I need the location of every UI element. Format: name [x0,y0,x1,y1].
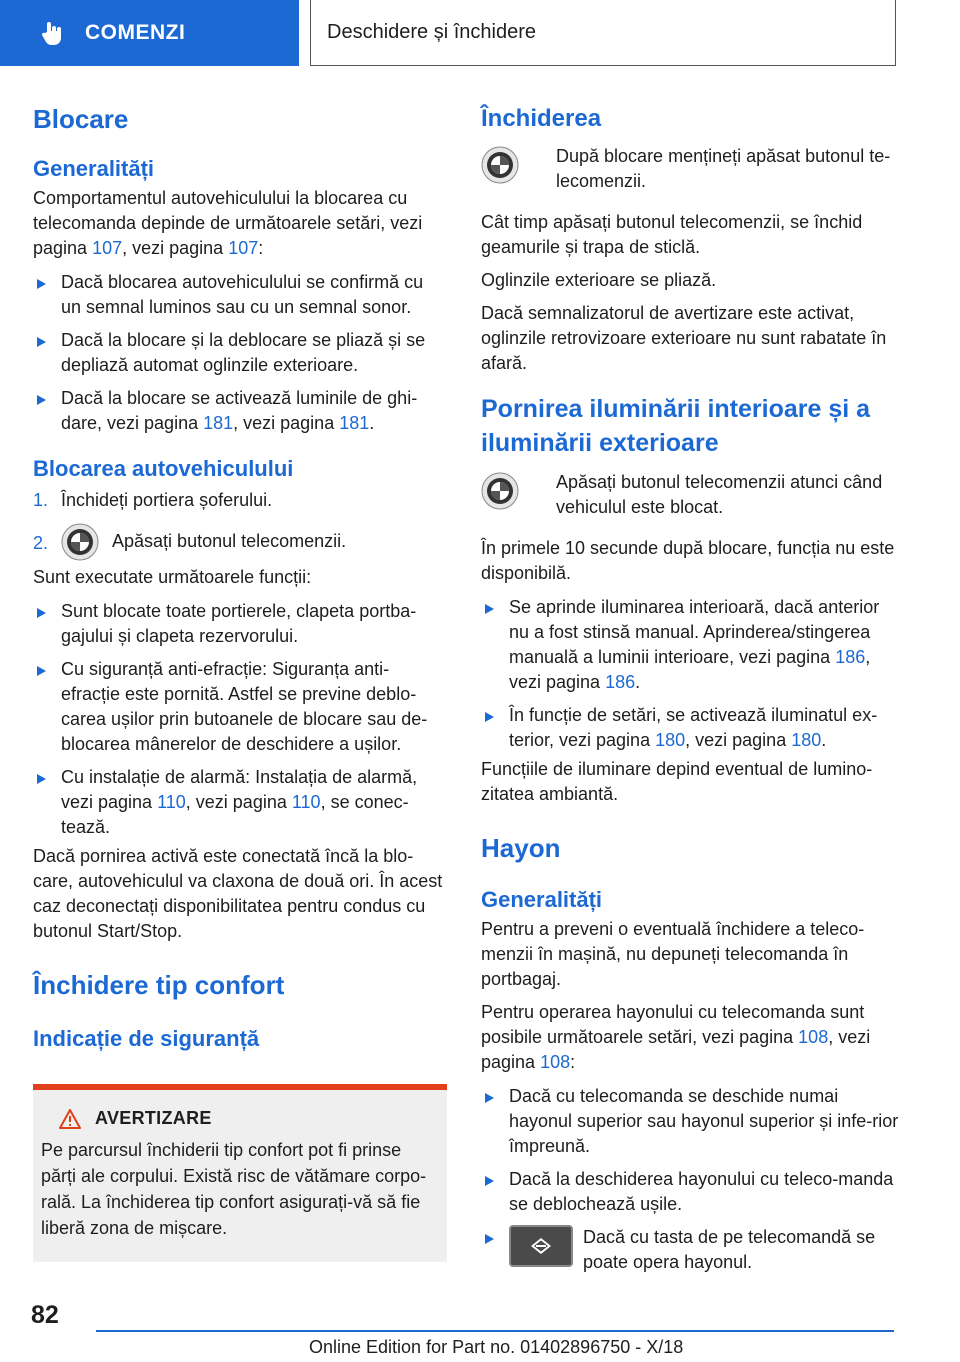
warning-text: Pe parcursul închiderii tip confort pot fi prinse părți ale corpului. Există risc de vătămare corpo-rală. La închiderea tip confort asigurați-vă să fie liberă zona de mișcare. [41,1140,427,1238]
heading-pornirea-iluminarii: Pornirea iluminării interioare și a iluminării exterioare [481,395,871,457]
text: , vezi pagina [122,238,229,258]
hand-touch-icon [38,18,68,48]
page-link[interactable]: 180 [791,730,822,750]
warning-title: AVERTIZARE [95,1108,212,1128]
heading-inchiderea: Închiderea [481,105,602,132]
icon-paragraph [481,470,899,520]
page-link[interactable]: 110 [157,792,186,812]
paragraph-apasati: Apăsați butonul telecomenzii atunci când vehiculul este blocat. [556,472,883,517]
page-link[interactable]: 180 [655,730,686,750]
step-text: Închideți portiera șoferului. [61,490,273,510]
list-item: Cu siguranță anti-efracție: Siguranța anti-efracție este pornită. Astfel se previne deblo-carea ușilor prin butoanele de blocare sau de-blocarea mânerelor de deschidere a ușilor. [33,657,447,757]
list-item: Dacă cu telecomanda se deschide numai hayonul superior sau hayonul superior și infe-rior împreună. [481,1084,899,1159]
right-column [481,96,899,1275]
footer-rule [96,1330,894,1332]
step-number: 1. [33,490,49,510]
section-label: COMENZI [85,21,186,44]
text: : [570,1052,576,1072]
heading-blocare: Blocare [33,104,129,134]
paragraph-cat: Cât timp apăsați butonul telecomenzii, se închid geamurile și trapa de sticlă. [481,212,863,257]
paragraph-functiile: Funcțiile de iluminare depind eventual de lumino-zitatea ambiantă. [481,759,873,804]
text: , vezi pagina [185,792,292,812]
footer-edition: Online Edition for Part no. 01402896750 - X/18 [309,1337,684,1357]
page-link[interactable]: 107 [228,238,259,258]
text: , vezi pagina [509,647,871,692]
numbered-step [33,523,447,561]
warning-box [33,1084,447,1262]
text: Comportamentul autovehiculului la blocarea cu telecomanda depinde de următoarele setări, vezi pagina [33,188,423,258]
step-number: 2. [33,533,49,553]
bmw-key-icon [481,146,519,184]
text: , se conec-tează. [61,792,409,837]
text: . [369,413,375,433]
list-item [481,703,899,753]
text: Dacă cu tasta de pe telecomandă se poate opera hayonul. [583,1227,876,1272]
paragraph-oglinzile: Oglinzile exterioare se pliază. [481,270,717,290]
paragraph-primele: În primele 10 secunde după blocare, funcția nu este disponibilă. [481,538,895,583]
heading-hayon: Hayon [481,833,561,863]
page-link[interactable]: 186 [835,647,866,667]
page-link[interactable]: 108 [798,1027,829,1047]
paragraph-comportament [33,186,447,261]
tailgate-button-icon [509,1225,573,1267]
icon-paragraph [481,144,899,194]
list-item [481,595,899,695]
chapter-title: Deschidere și închidere [327,21,536,43]
step-text: Apăsați butonul telecomenzii. [112,530,347,551]
page-link[interactable]: 181 [339,413,370,433]
paragraph-operarea [481,1000,899,1075]
text: Cu instalație de alarmă: Instalația de alarmă, vezi pagina [61,767,418,812]
list-item [33,386,447,436]
text: , vezi pagina [481,1027,871,1072]
text: În funcție de setări, se activează iluminatul ex-terior, vezi pagina [509,705,878,750]
list-item: Dacă la blocare și la deblocare se pliază și se depliază automat oglinzile exterioare. [33,328,447,378]
page-number: 82 [31,1301,59,1329]
paragraph-pentru-prevenire: Pentru a preveni o eventuală închidere a teleco-menzii în mașină, nu depuneți telecomanda în portbagaj. [481,919,865,989]
heading-generalitati-hayon: Generalități [481,887,603,912]
left-column [33,96,447,1054]
page-link[interactable]: 181 [203,413,234,433]
list-item: Dacă blocarea autovehiculului se confirmă cu un semnal luminos sau cu un semnal sonor. [33,270,447,320]
paragraph-pornirea: Dacă pornirea activă este conectată încă la blo-care, autovehiculul va claxona de două ori. În acest caz deconectați disponibilitatea pentru condus cu butonul Start/Stop. [33,846,443,941]
paragraph-sunt: Sunt executate următoarele funcții: [33,567,312,587]
text: , vezi pagina [685,730,792,750]
numbered-step [33,488,447,513]
page-link[interactable]: 107 [92,238,123,258]
paragraph-dupa: După blocare mențineți apăsat butonul te-lecomenzii. [556,146,891,191]
bmw-key-icon [481,472,519,510]
heading-indicatie: Indicație de siguranță [33,1026,260,1051]
text: Se aprinde iluminarea interioară, dacă anterior nu a fost stinsă manual. Aprinderea/stingerea manuală a luminii interioare, vezi pagina [509,597,880,667]
text: . [635,672,641,692]
text: : [258,238,264,258]
heading-generalitati: Generalități [33,156,155,181]
text: Pentru operarea hayonului cu telecomanda sunt posibile următoarele setări, vezi pagina [481,1002,865,1047]
section-tab[interactable] [0,0,299,66]
heading-blocarea-autovehiculului: Blocarea autovehiculului [33,456,294,481]
page-link[interactable]: 110 [291,792,321,812]
heading-inchidere-confort: Închidere tip confort [33,970,285,1000]
list-item [33,765,447,840]
page-link[interactable]: 186 [605,672,636,692]
bmw-key-icon [61,523,99,561]
text: , vezi pagina [233,413,340,433]
warning-title-row [33,1090,447,1129]
page-link[interactable]: 108 [540,1052,571,1072]
list-item: Dacă la deschiderea hayonului cu teleco-manda se deblochează ușile. [481,1167,899,1217]
text: . [821,730,827,750]
list-item [481,1225,899,1275]
paragraph-semnalizator: Dacă semnalizatorul de avertizare este activat, oglinzile retrovizoare exterioare nu sunt rabatate în afară. [481,303,887,373]
chapter-header [310,0,896,66]
list-item: Sunt blocate toate portierele, clapeta portba-gajului și clapeta rezervorului. [33,599,447,649]
text: Dacă la blocare se activează luminile de ghi-dare, vezi pagina [61,388,418,433]
warning-triangle-icon [59,1109,81,1129]
